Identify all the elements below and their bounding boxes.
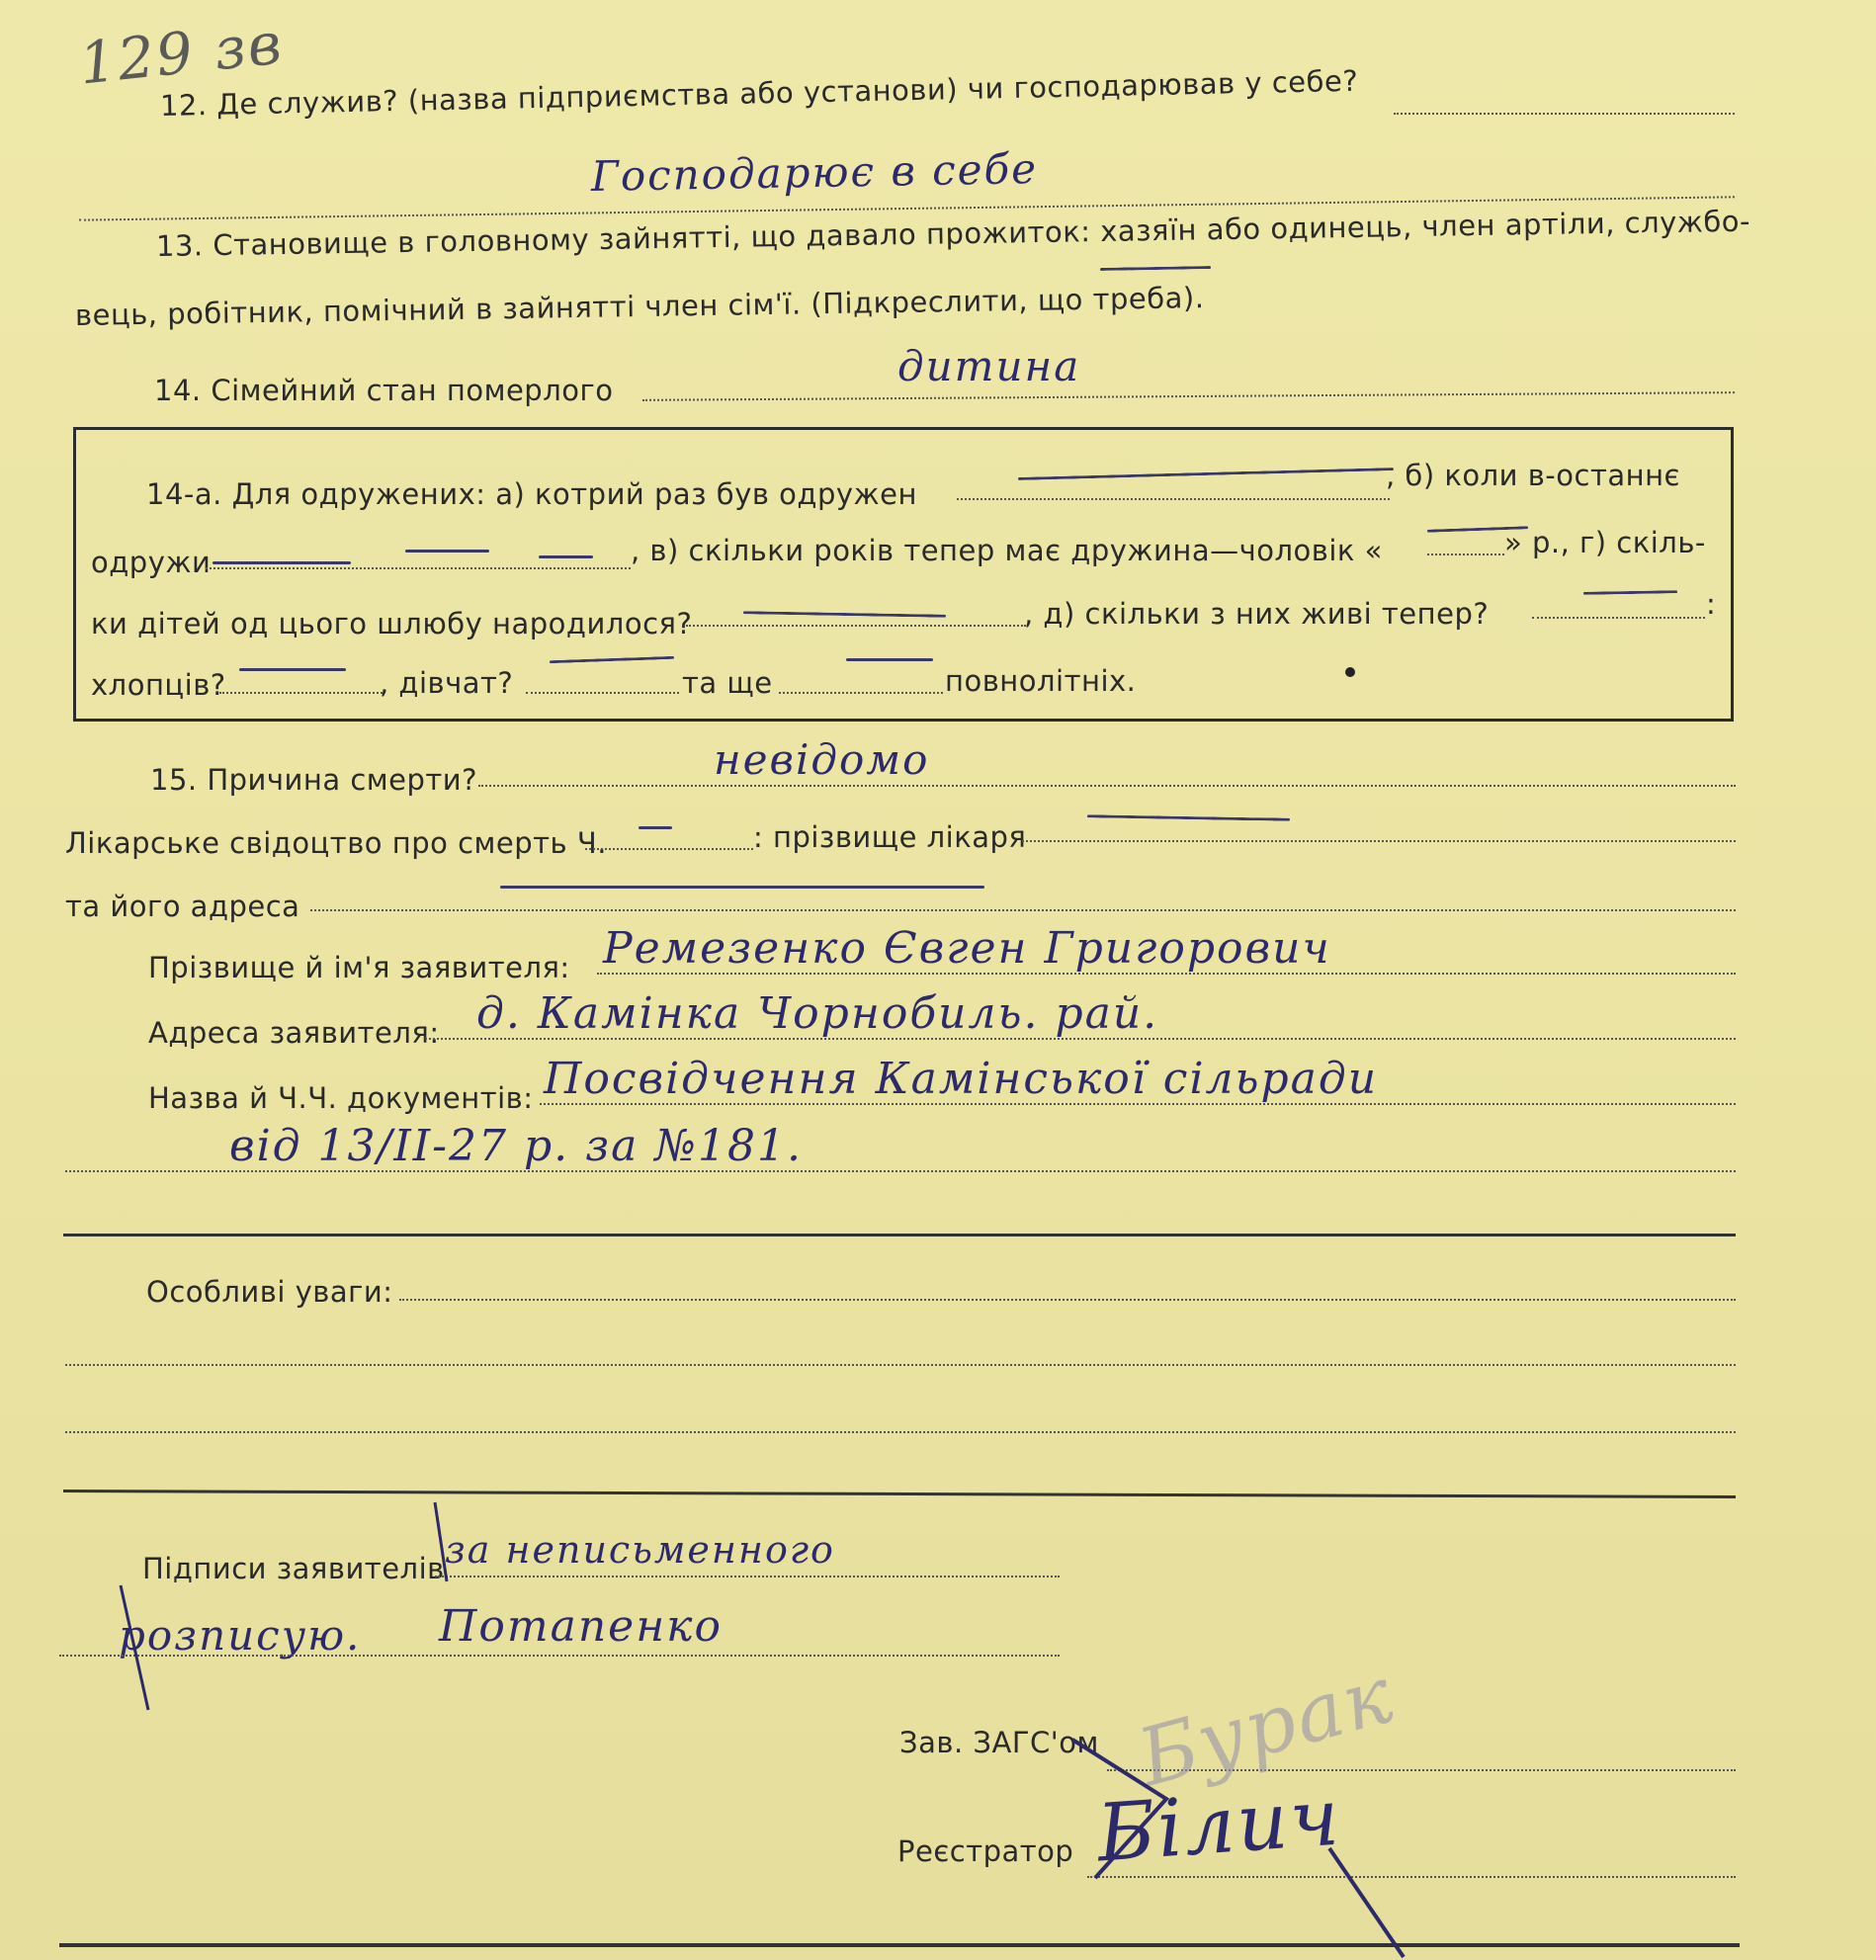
head-label: Зав. ЗАГС'ом	[899, 1726, 1099, 1759]
page-number: 129 зв	[76, 9, 287, 98]
q14a-line2-a: одружи	[91, 546, 212, 579]
q15-doctor-name: : прізвище лікаря	[753, 820, 1027, 854]
q14a-line1-a: 14-а. Для одружених: а) котрий раз був одружен	[146, 477, 917, 511]
q14a-line1-b: , б) коли в-останнє	[1386, 459, 1680, 492]
applicant-name-value: Ремезенко Євген Григорович	[603, 923, 1331, 974]
applicant-docs-label: Назва й Ч.Ч. документів:	[148, 1081, 534, 1115]
q15-question: 15. Причина смерти?	[150, 763, 478, 797]
q12-question: 12. Де служив? (назва підприємства або установи) чи господарював у себе?	[159, 63, 1359, 123]
applicant-docs-value: Посвідчення Камінської сільради	[544, 1054, 1379, 1104]
applicant-address-label: Адреса заявителя:	[148, 1016, 440, 1050]
q14a-line2-c: » р., г) скіль-	[1504, 526, 1706, 559]
applicant-docs-value-2: від 13/II-27 р. за №181.	[229, 1121, 803, 1171]
q14a-line4-c: та ще	[682, 666, 773, 700]
q14-answer: дитина	[897, 342, 1081, 390]
signatures-line2a: розписую.	[119, 1611, 362, 1660]
q12-answer: Господарює в себе	[590, 144, 1039, 201]
notes-label: Особливі уваги:	[146, 1275, 393, 1309]
signatures-line1: за неписьменного	[445, 1528, 835, 1572]
q13-line2: вець, робітник, помічний в зайнятті член сім'ї. (Підкреслити, що треба).	[74, 281, 1205, 332]
q15-doctor-address: та його адреса	[65, 890, 300, 923]
pencil-mark: Бурак	[1129, 1648, 1404, 1805]
q14a-line4-a: хлопців?	[91, 668, 226, 702]
q14a-line2-b: , в) скільки років тепер має дружина—чоловік «	[631, 534, 1383, 567]
q14a-line3-b: , д) скільки з них живі тепер?	[1024, 597, 1490, 631]
signatures-label: Підписи заявителів	[142, 1552, 445, 1585]
applicant-address-value: д. Камінка Чорнобиль. рай.	[476, 988, 1159, 1039]
q14a-line4-b: , дівчат?	[380, 666, 514, 700]
q13-line1: 13. Становище в головному зайнятті, що давало прожиток: хазяїн або одинець, член артіли, службо-	[155, 204, 1751, 263]
q14a-line4-d: повнолітніх.	[945, 664, 1137, 698]
q15-certificate: Лікарське свідоцтво про смерть Ч.	[65, 826, 607, 860]
q14a-line3-c: :	[1706, 587, 1717, 621]
q14a-line3-a: ки дітей од цього шлюбу народилося?	[91, 607, 693, 640]
applicant-name-label: Прізвище й ім'я заявителя:	[148, 951, 570, 984]
signatures-line2b: Потапенко	[439, 1601, 723, 1652]
q14-question: 14. Сімейний стан померлого	[154, 374, 614, 407]
registrar-label: Реєстратор	[897, 1834, 1074, 1868]
registrar-signature: Білич	[1094, 1770, 1344, 1880]
q15-answer: невідомо	[714, 735, 930, 784]
